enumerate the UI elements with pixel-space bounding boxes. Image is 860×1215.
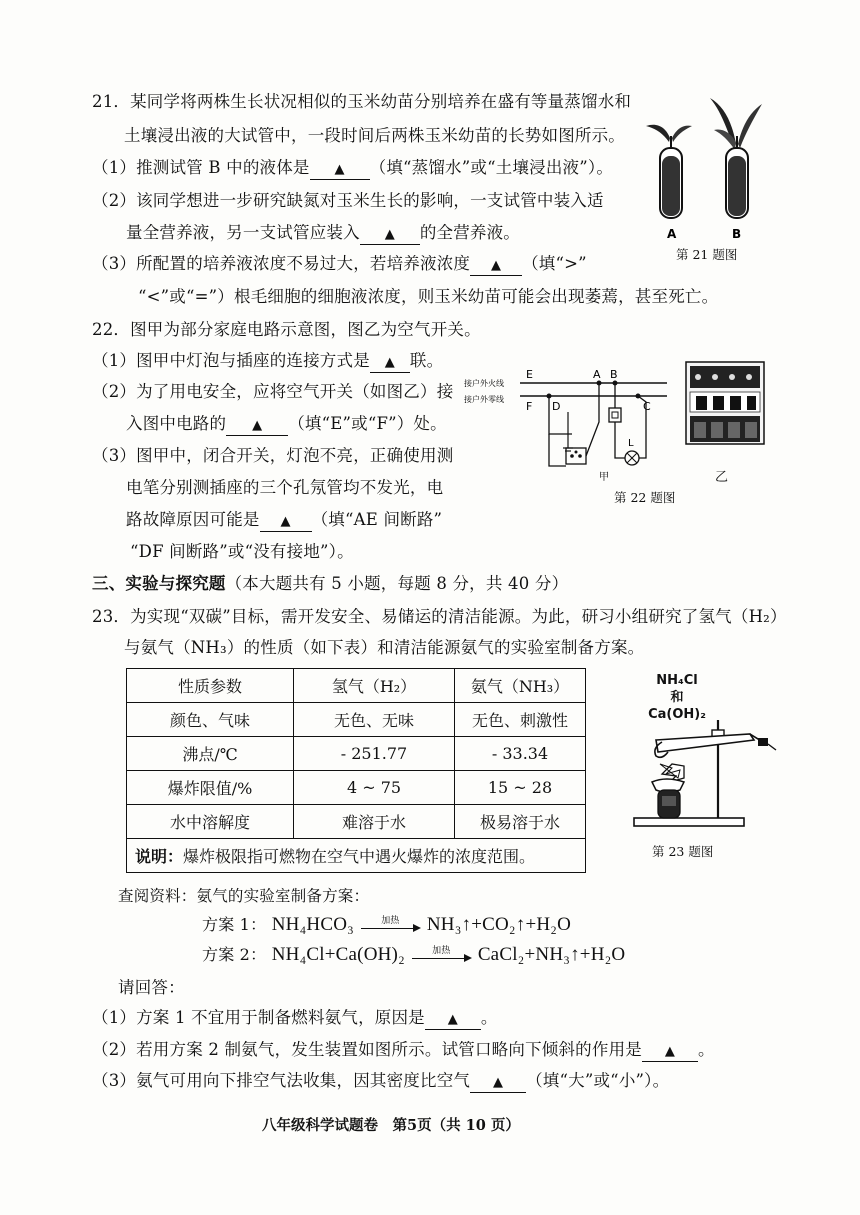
- table-header-row: [127, 669, 586, 703]
- table-note: 说明：爆炸极限指可燃物在空气中遇火爆炸的浓度范围。: [127, 839, 586, 873]
- figure-23-caption: 第 23 题图: [652, 844, 714, 859]
- table-header-cell: 氨气（NH₃）: [455, 669, 586, 703]
- table-cell: 无色、无味: [294, 703, 455, 737]
- q23-plan-2: 方案 2： NH₄Cl+Ca(OH)₂ 加热 CaCl₂+NH₃↑+H₂O: [202, 944, 626, 965]
- point-e-label: E: [526, 368, 533, 381]
- table-row: [127, 703, 586, 737]
- figure-21-caption: 第 21 题图: [676, 247, 738, 262]
- answer-blank: ▲: [310, 161, 370, 180]
- switch-icon: [609, 408, 621, 422]
- q21-part1: （1）推测试管 B 中的液体是 ▲ （填“蒸馏水”或“土壤浸出液”）。: [92, 154, 613, 180]
- tube-a-label: A: [667, 227, 677, 241]
- q21-stem-line2: 土壤浸出液的大试管中，一段时间后两株玉米幼苗的长势如图所示。: [124, 126, 625, 145]
- q23-plan-1: 方案 1： NH₄HCO₃ 加热 NH₃↑+CO₂↑+H₂O: [202, 914, 572, 935]
- point-a-label: A: [593, 368, 601, 381]
- fire-line-label: 接户外火线: [464, 379, 504, 388]
- neutral-line-label: 接户外零线: [464, 395, 504, 404]
- figure-yi-label: 乙: [715, 470, 729, 485]
- socket-icon: [566, 448, 586, 464]
- table-cell: 4 ~ 75: [294, 771, 455, 805]
- tube-b-seedling: [710, 98, 762, 218]
- q23-part1: （1）方案 1 不宜用于制备燃料氨气，原因是 ▲ 。: [92, 1004, 498, 1030]
- point-f-label: F: [526, 400, 533, 413]
- q21-part2-line1: （2）该同学想进一步研究缺氮对玉米生长的影响，一支试管中装入适: [92, 191, 604, 210]
- q23-stem-line1: 23．为实现“双碳”目标，需开发安全、易储运的清洁能源。为此，研习小组研究了氢气（H₂）: [92, 607, 787, 626]
- table-cell: 难溶于水: [294, 805, 455, 839]
- q23-stem-line2: 与氨气（NH₃）的性质（如下表）和清洁能源氨气的实验室制备方案。: [124, 638, 645, 657]
- q22-stem: 22．图甲为部分家庭电路示意图，图乙为空气开关。: [92, 320, 481, 339]
- answer-blank: ▲: [370, 354, 410, 373]
- figure-jia-label: 甲: [599, 472, 609, 483]
- figure-23-reagent-label: NH₄Cl 和 Ca(OH)₂: [648, 673, 706, 722]
- q22-part2-line1: （2）为了用电安全，应将空气开关（如图乙）接: [92, 382, 454, 401]
- table-row: [127, 737, 586, 771]
- q23-part2: （2）若用方案 2 制氨气，发生装置如图所示。试管口略向下倾斜的作用是 ▲ 。: [92, 1036, 715, 1062]
- table-cell: 极易溶于水: [455, 805, 586, 839]
- answer-blank: ▲: [425, 1011, 481, 1030]
- heat-arrow: 加热: [410, 947, 472, 965]
- table-cell: 无色、刺激性: [455, 703, 586, 737]
- heat-arrow: 加热: [359, 917, 421, 935]
- point-b-label: B: [610, 368, 618, 381]
- point-c-label: C: [643, 400, 651, 413]
- q23-part3: （3）氨气可用向下排空气法收集，因其密度比空气 ▲ （填“大”或“小”）。: [92, 1067, 669, 1093]
- q22-part2-line2: 入图中电路的 ▲ （填“E”或“F”）处。: [126, 410, 447, 436]
- q22-part3-line2: 电笔分别测插座的三个孔氖管均不发光，电: [126, 478, 444, 497]
- q22-part3-line1: （3）图甲中，闭合开关，灯泡不亮，正确使用测: [92, 446, 454, 465]
- q22-part1: （1）图甲中灯泡与插座的连接方式是 ▲ 联。: [92, 347, 443, 373]
- q21-part2-line2: 量全营养液，另一支试管应装入 ▲ 的全营养液。: [126, 219, 520, 245]
- table-header-cell: 氢气（H₂）: [294, 669, 455, 703]
- answer-blank: ▲: [470, 1074, 526, 1093]
- table-cell: - 33.34: [455, 737, 586, 771]
- properties-table: [126, 668, 586, 873]
- answer-blank: ▲: [642, 1043, 698, 1062]
- answer-blank: ▲: [470, 257, 522, 276]
- q22-part3-line3: 路故障原因可能是 ▲ （填“AE 间断路”: [126, 506, 442, 532]
- q22-part3-line4: “DF 间断路”或“没有接地”）。: [130, 542, 354, 561]
- figure-22-air-switch: [684, 360, 766, 446]
- table-note-row: [127, 839, 586, 873]
- answer-blank: ▲: [226, 417, 288, 436]
- q23-ask: 请回答：: [118, 978, 185, 997]
- q21-stem-line1: 21．某同学将两株生长状况相似的玉米幼苗分别培养在盛有等量蒸馏水和: [92, 92, 632, 111]
- answer-blank: ▲: [260, 513, 312, 532]
- table-header-cell: 性质参数: [127, 669, 294, 703]
- figure-22-caption: 第 22 题图: [614, 490, 676, 505]
- lamp-label: L: [628, 438, 634, 449]
- figure-23-apparatus: [632, 712, 778, 832]
- table-cell: - 251.77: [294, 737, 455, 771]
- q23-reference: 查阅资料：氨气的实验室制备方案：: [118, 887, 370, 905]
- table-cell: 颜色、气味: [127, 703, 294, 737]
- tube-a-seedling: [646, 125, 692, 218]
- figure-22-circuit: [462, 362, 672, 484]
- table-row: [127, 771, 586, 805]
- table-cell: 沸点/℃: [127, 737, 294, 771]
- figure-21-test-tubes: [636, 92, 772, 242]
- point-d-label: D: [552, 400, 561, 413]
- section-3-heading: 三、实验与探究题（本大题共有 5 小题，每题 8 分，共 40 分）: [92, 574, 569, 593]
- table-cell: 15 ~ 28: [455, 771, 586, 805]
- tube-b-label: B: [732, 227, 742, 241]
- table-cell: 爆炸限值/%: [127, 771, 294, 805]
- q21-part3-line2: “<”或“=”）根毛细胞的细胞液浓度，则玉米幼苗可能会出现萎蔫，甚至死亡。: [138, 287, 719, 306]
- q21-part3-line1: （3）所配置的培养液浓度不易过大，若培养液浓度 ▲ （填“>”: [92, 250, 587, 276]
- table-row: [127, 805, 586, 839]
- answer-blank: ▲: [360, 226, 420, 245]
- page-footer: 八年级科学试题卷 第5页（共 10 页）: [262, 1117, 520, 1134]
- table-cell: 水中溶解度: [127, 805, 294, 839]
